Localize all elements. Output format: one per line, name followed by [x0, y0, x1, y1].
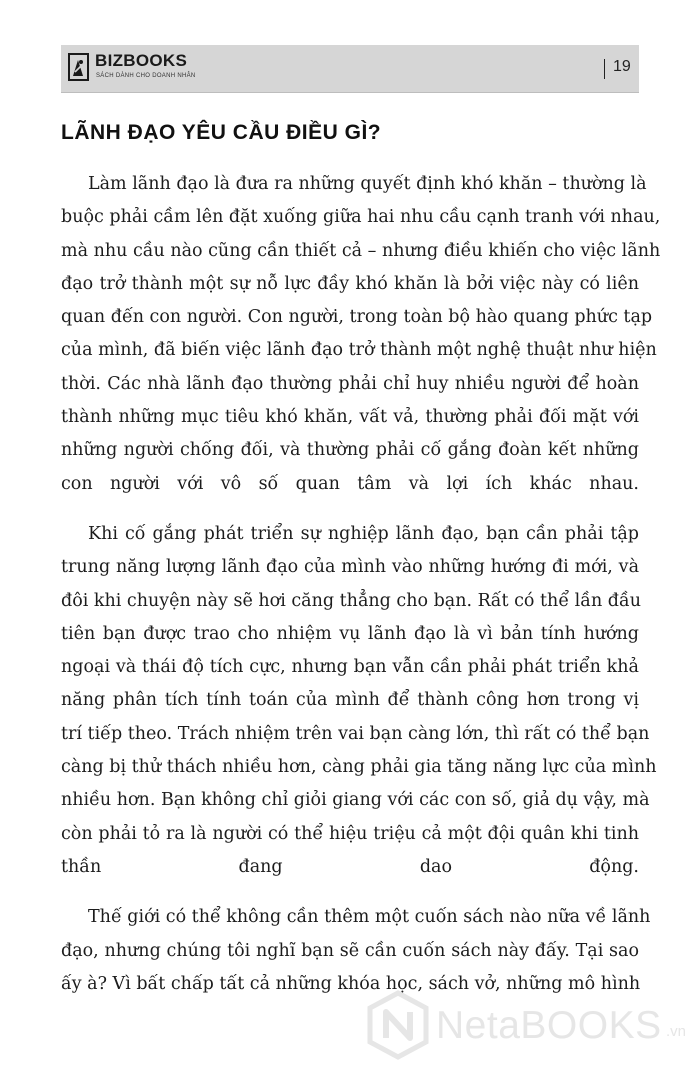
text-line: đôi khi chuyện này sẽ hơi căng thẳng cho bạn. Rất có thể lần đầu: [61, 590, 641, 611]
brand-tagline: SÁCH DÀNH CHO DOANH NHÂN: [96, 73, 196, 79]
header-divider: [61, 92, 639, 93]
watermark-suffix: .vn: [666, 1023, 687, 1040]
text-line: còn phải tỏ ra là người có thể hiệu triệu cả một đội quân khi tinh: [61, 823, 639, 844]
bizbooks-logo-icon: [67, 52, 90, 82]
text-line: thành những mục tiêu khó khăn, vất vả, thường phải đối mặt với: [61, 407, 639, 428]
watermark: [366, 990, 700, 1069]
text-line: trung năng lượng lãnh đạo của mình vào những hướng đi mới, và: [61, 557, 639, 578]
paragraph: [61, 518, 657, 884]
text-line: mà nhu cầu nào cũng cần thiết cả – nhưng điều khiến cho việc lãnh: [61, 240, 661, 261]
text-line: ngoại và thái độ tích cực, nhưng bạn vẫn cần phải phát triển khả: [61, 657, 639, 678]
text-line: buộc phải cầm lên đặt xuống giữa hai nhu cầu cạnh tranh với nhau,: [61, 207, 661, 228]
text-line: của mình, đã biến việc lãnh đạo trở thành một nghệ thuật như hiện: [61, 340, 657, 361]
text-line: quan đến con người. Con người, trong toàn bộ hào quang phức tạp: [61, 307, 653, 328]
text-line: ấy à? Vì bất chấp tất cả những khóa học, sách vở, những mô hình: [61, 973, 641, 994]
netabooks-logo-icon: [366, 990, 430, 1060]
page-number: 19: [613, 58, 631, 75]
text-line: Thế giới có thể không cần thêm một cuốn sách nào nữa về lãnh: [88, 907, 651, 928]
text-line: Làm lãnh đạo là đưa ra những quyết định khó khăn – thường là: [88, 174, 647, 194]
chapter-title: LÃNH ĐẠO YÊU CẦU ĐIỀU GÌ?: [61, 121, 382, 144]
text-line: thời. Các nhà lãnh đạo thường phải chỉ huy nhiều người để hoàn: [61, 373, 639, 394]
brand-name: BIZBOOKS: [95, 51, 188, 70]
text-line: càng bị thử thách nhiều hơn, càng phải gia tăng năng lực của mình: [61, 757, 657, 778]
text-line: Khi cố gắng phát triển sự nghiệp lãnh đạo, bạn cần phải tập: [88, 523, 639, 544]
text-line: đạo trở thành một sự nỗ lực đầy khó khăn là bởi việc này có liên: [61, 273, 639, 294]
text-line: đạo, nhưng chúng tôi nghĩ bạn sẽ cần cuốn sách này đấy. Tại sao: [61, 940, 639, 961]
bizbooks-logo: [67, 48, 217, 88]
text-line: tiên bạn được trao cho nhiệm vụ lãnh đạo là vì bản tính hướng: [61, 623, 639, 644]
watermark-brand: NetaBOOKS: [436, 1004, 662, 1047]
text-line: thần đang dao động.: [61, 856, 639, 877]
page-header: [61, 45, 639, 93]
page-number-separator: [604, 59, 605, 79]
text-line: năng phân tích tính toán của mình để thành công hơn trong vị: [61, 690, 639, 711]
paragraph: [61, 901, 651, 1001]
paragraph: [61, 168, 661, 501]
text-line: những người chống đối, và thường phải cố gắng đoàn kết những: [61, 440, 639, 461]
text-line: con người với vô số quan tâm và lợi ích khác nhau.: [61, 473, 639, 494]
text-line: trí tiếp theo. Trách nhiệm trên vai bạn càng lớn, thì rất có thể bạn: [61, 723, 650, 744]
text-line: nhiều hơn. Bạn không chỉ giỏi giang với các con số, giả dụ vậy, mà: [61, 790, 650, 811]
body-text: [61, 168, 661, 1018]
